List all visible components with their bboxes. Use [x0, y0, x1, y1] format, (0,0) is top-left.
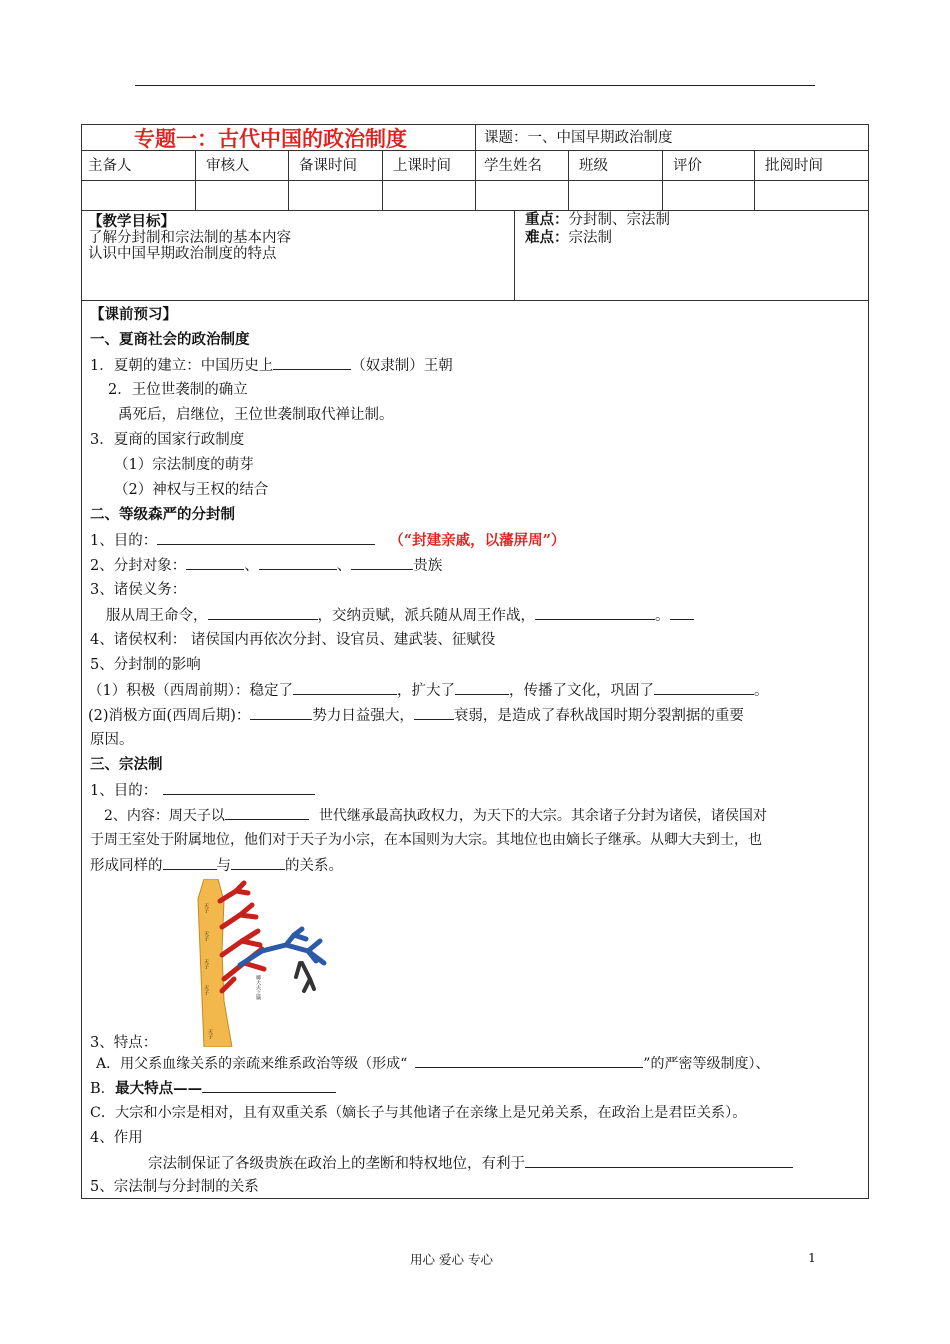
text: 服从周王命令，	[106, 608, 208, 624]
text: 衰弱，是造成了春秋战国时期分裂割据的重要	[453, 708, 744, 724]
tree-label-tianzi: 天子	[207, 1029, 213, 1039]
difficulty-value: 宗法制	[568, 230, 612, 246]
text: 1、目的：	[90, 783, 158, 799]
key-value: 分封制、宗法制	[568, 212, 670, 228]
text: 贵族	[413, 558, 443, 574]
text: ，扩大了	[396, 683, 455, 699]
tree-label-tianzi: 天子	[203, 931, 209, 941]
dark-branches	[296, 963, 314, 991]
text: 2、分封对象：	[90, 558, 187, 574]
text: 宗法制保证了各级贵族在政治上的垄断和特权地位，有利于	[148, 1156, 525, 1172]
fill-blank[interactable]	[654, 680, 754, 695]
entry-prep-time[interactable]	[289, 181, 383, 210]
text: 4、诸侯权利： 诸侯国内再依次分封、设官员、建武装、征赋役	[90, 632, 496, 648]
entry-student-name[interactable]	[476, 181, 569, 210]
info-header-row	[82, 151, 868, 181]
entry-evaluation[interactable]	[663, 181, 755, 210]
goal-line: 了解分封制和宗法制的基本内容	[88, 230, 291, 246]
zongfa-tree-illustration	[182, 879, 412, 1047]
fill-blank[interactable]	[415, 1053, 643, 1068]
section-xia-shang: 一、夏商社会的政治制度	[90, 331, 250, 348]
key-points	[515, 211, 870, 300]
info-entry-row	[82, 181, 868, 211]
page-title: 专题一：古代中国的政治制度	[82, 125, 476, 150]
entry-class[interactable]	[569, 181, 663, 210]
page-number: 1	[808, 1250, 816, 1265]
text: （1）积极（西周前期）：稳定了	[88, 683, 293, 699]
fill-blank[interactable]	[186, 555, 244, 570]
section-fenfeng: 二、等级森严的分封制	[90, 506, 235, 523]
quote-highlight: （“封建亲戚，以藩屏周”）	[389, 532, 566, 549]
fill-blank[interactable]	[535, 605, 655, 620]
text: 3、诸侯义务：	[90, 582, 187, 598]
header-rule	[135, 85, 815, 86]
text: 原因。	[90, 732, 134, 748]
tree-label-blue: 卿大夫之嫡	[255, 975, 261, 1000]
text: 禹死后，启继位，王位世袭制取代禅让制。	[118, 407, 394, 423]
col-reviewer: 审核人	[196, 151, 289, 180]
col-prep-time: 备课时间	[289, 151, 383, 180]
entry-reviewer[interactable]	[196, 181, 289, 210]
text: 3．夏商的国家行政制度	[90, 432, 245, 448]
fill-blank[interactable]	[259, 555, 337, 570]
section-zongfa: 三、宗法制	[90, 756, 163, 773]
text: 最大特点——	[115, 1080, 203, 1097]
text: 、	[336, 558, 352, 574]
text: 。	[655, 608, 670, 624]
col-evaluation: 评价	[663, 151, 755, 180]
teaching-goals	[82, 211, 515, 300]
fill-blank[interactable]	[163, 780, 315, 795]
topic-label: 课题：一、中国早期政治制度	[484, 130, 673, 146]
col-class: 班级	[569, 151, 663, 180]
entry-class-time[interactable]	[383, 181, 476, 210]
text: (2)消极方面(西周后期)：	[88, 708, 251, 724]
footer-motto: 用心 爱心 专心	[410, 1252, 493, 1267]
goals-row	[82, 211, 868, 301]
text: 3、特点：	[90, 1035, 158, 1051]
key-label: 重点：	[525, 211, 569, 228]
tree-label-tianzi: 天子	[203, 985, 209, 995]
col-preparer: 主备人	[82, 151, 196, 180]
fill-blank[interactable]	[163, 855, 217, 870]
col-review-time: 批阅时间	[765, 158, 823, 174]
tree-label-tianzi: 天子	[203, 903, 209, 913]
text: 世代继承最高执政权力，为天下的大宗。其余诸子分封为诸侯，诸侯国对	[318, 808, 767, 824]
preview-section	[82, 301, 868, 1200]
text: ，传播了文化，巩固了	[508, 683, 654, 699]
text: 1．夏朝的建立：中国历史上	[90, 358, 274, 374]
fill-blank[interactable]	[525, 1153, 793, 1168]
text: 的关系。	[285, 858, 343, 874]
title-row	[82, 125, 868, 151]
text: 5、宗法制与分封制的关系	[90, 1179, 259, 1195]
text: ”的严密等级制度）、	[643, 1056, 770, 1072]
text: 2、内容：周天子以	[104, 808, 225, 824]
text: 势力日益强大，	[312, 708, 414, 724]
fill-blank[interactable]	[670, 605, 694, 620]
text: C．大宗和小宗是相对，且有双重关系（嫡长子与其他诸子在亲缘上是兄弟关系，在政治上是君臣关系）。	[90, 1105, 747, 1121]
fill-blank[interactable]	[351, 555, 413, 570]
col-student-name: 学生姓名	[476, 151, 569, 180]
fill-blank[interactable]	[157, 530, 375, 545]
fill-blank[interactable]	[414, 705, 454, 720]
text: （2）神权与王权的结合	[114, 482, 269, 498]
fill-blank[interactable]	[250, 705, 312, 720]
text: 1、目的：	[90, 533, 158, 549]
text: ，交纳贡赋，派兵随从周王作战，	[317, 608, 535, 624]
fill-blank[interactable]	[231, 855, 285, 870]
difficulty-label: 难点：	[525, 229, 569, 246]
fill-blank[interactable]	[202, 1078, 336, 1093]
goal-line: 认识中国早期政治制度的特点	[88, 246, 277, 262]
fill-blank[interactable]	[225, 805, 309, 820]
fill-blank[interactable]	[455, 680, 509, 695]
entry-preparer[interactable]	[82, 181, 196, 210]
text: 2．王位世袭制的确立	[108, 382, 248, 398]
tree-label-tianzi: 天子	[203, 959, 209, 969]
entry-review-time[interactable]	[755, 181, 870, 210]
text: A．用父系血缘关系的亲疏来维系政治等级（形成“	[96, 1056, 408, 1072]
fill-blank[interactable]	[273, 355, 351, 370]
text: （1）宗法制度的萌芽	[114, 457, 254, 473]
text: 4、作用	[90, 1130, 143, 1146]
text: 。	[753, 683, 769, 699]
text: B．	[90, 1081, 116, 1097]
text: 形成同样的	[90, 858, 163, 874]
fill-blank[interactable]	[208, 605, 318, 620]
col-class-time: 上课时间	[383, 151, 476, 180]
preview-heading: 【课前预习】	[90, 306, 177, 323]
text: 5、分封制的影响	[90, 657, 201, 673]
text: 于周王室处于附属地位，他们对于天子为小宗，在本国则为大宗。其地位也由嫡长子继承。从卿大夫到士，也	[90, 832, 762, 848]
text: （奴隶制）王朝	[351, 358, 453, 374]
text: 与	[216, 858, 231, 874]
lesson-plan-table	[81, 124, 869, 1199]
fill-blank[interactable]	[293, 680, 397, 695]
goals-heading: 【教学目标】	[88, 213, 175, 230]
text: 、	[244, 558, 259, 574]
